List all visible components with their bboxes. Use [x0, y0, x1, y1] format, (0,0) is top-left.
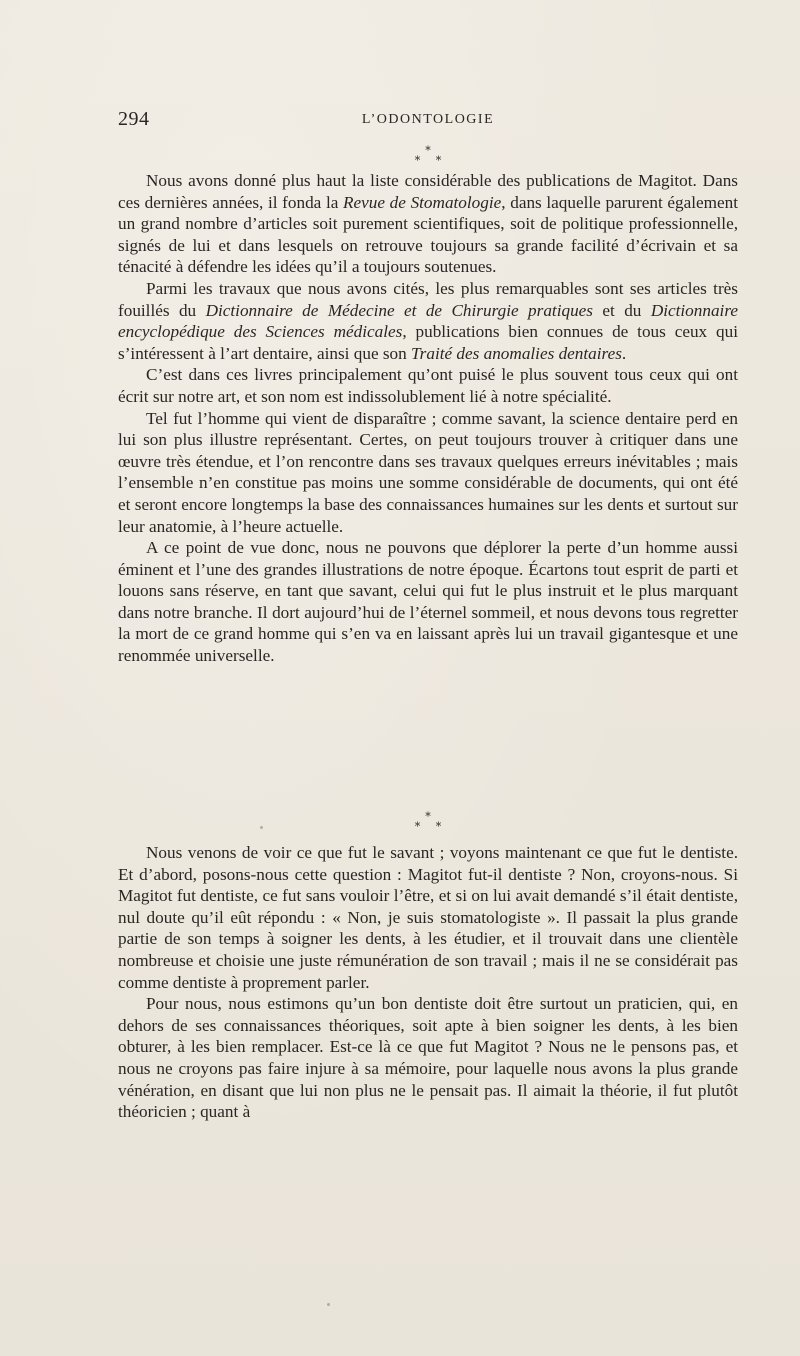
- section-asterism-2: [118, 812, 738, 832]
- paragraph: Nous venons de voir ce que fut le savant ; voyons maintenant ce que fut le dentiste. Et d’abord, posons-nous cette question : Magitot fut-il dentiste ? Non, croyons-nous. Si Magitot fut dentiste, ce fut sans vouloir l’être, et si on lui avait demandé s’il était dentiste, nul doute qu’il eût répondu : « Non, je suis stomatologiste ». Il passait la plus grande partie de son temps à soigner les dents, à les étudier, et il trouvait dans une clientèle nombreuse et choisie une juste rémunération de son travail ; mais il ne se considérait pas comme dentiste à proprement parler.: [118, 843, 738, 992]
- text-run: , dans laquelle parurent également un grand nombre d’articles soit purement scientifiques, soit de politique professionnelle, signés de lui et dans lesquels on retrouve toujours sa grande facilité d’écrivain et sa ténacité à défendre les idées qu’il a toujours soutenues.: [118, 192, 739, 277]
- book-title: Dictionnaire encyclopédique des Sciences médicales: [118, 300, 739, 342]
- running-title: L’ODONTOLOGIE: [361, 112, 495, 127]
- book-title: Dictionnaire de Médecine et de Chirurgie pratiques: [205, 300, 593, 320]
- paper-speck: [327, 1303, 330, 1306]
- text-run: et du: [592, 300, 651, 320]
- paragraph: Tel fut l’homme qui vient de disparaître ; comme savant, la science dentaire perd en lui son plus illustre représentant. Certes, on peut toujours trouver à critiquer dans une œuvre très étendue, et l’on rencontre dans ses travaux quelques erreurs inévitables ; mais l’ensemble n’en constitue pas moins une somme considérable de documents, qui ont été et seront encore longtemps la base des connaissances humaines sur les dents et surtout sur leur anatomie, à l’heure actuelle.: [118, 408, 738, 536]
- paragraph: C’est dans ces livres principalement qu’ont puisé le plus souvent tous ceux qui ont écrit sur notre art, et son nom est indissolublement lié à notre spécialité.: [118, 365, 738, 406]
- section-2-text: [118, 842, 738, 1123]
- section-asterism-1: [118, 146, 738, 166]
- journal-title: Revue de Stomatologie: [343, 192, 502, 212]
- asterism-top-star: *: [425, 144, 431, 157]
- asterism-top-star: *: [425, 810, 431, 823]
- text-run: .: [621, 343, 627, 363]
- paper-speck: [260, 826, 263, 829]
- paragraph: [118, 170, 738, 278]
- paragraph: [118, 278, 738, 364]
- asterism-bottom-stars: * *: [414, 154, 448, 167]
- text-run: Nous avons donné plus haut la liste considérable des publications de Magitot. Dans ces dernières années, il fonda la: [118, 171, 738, 212]
- paragraph: A ce point de vue donc, nous ne pouvons que déplorer la perte d’un homme aussi éminent et l’une des grandes illustrations de notre époque. Écartons tout esprit de parti et louons sans réserve, en tant que savant, celui qui fut le plus instruit et le plus marquant dans notre branche. Il dort aujourd’hui de l’éternel sommeil, et nous devons tous regretter la mort de ce grand homme qui s’en va en laissant après lui un travail gigantesque et une renommée universelle.: [118, 538, 738, 666]
- section-1-text: [118, 170, 738, 667]
- book-title: Traité des anomalies dentaires: [411, 343, 622, 363]
- text-run: Parmi les travaux que nous avons cités, les plus remarquables sont ses articles très fouillés du: [118, 278, 738, 320]
- text-run: , publications bien connues de tous ceux qui s’intéressent à l’art dentaire, ainsi que son: [118, 322, 738, 363]
- paragraph: Pour nous, nous estimons qu’un bon dentiste doit être surtout un praticien, qui, en dehors de ses connaissances théoriques, soit apte à bien soigner les dents, à les bien obturer, à les bien remplacer. Est-ce là ce que fut Magitot ? Nous ne le pensons pas, et nous ne croyons pas faire injure à sa mémoire, pour laquelle nous avons la plus grande vénération, en disant que lui non plus ne le pensait pas. Il aimait la théorie, il fut plutôt théoricien ; quant à: [118, 994, 738, 1122]
- page-header: [118, 108, 738, 132]
- page-number: 294: [118, 108, 150, 130]
- asterism-bottom-stars: * *: [414, 820, 448, 833]
